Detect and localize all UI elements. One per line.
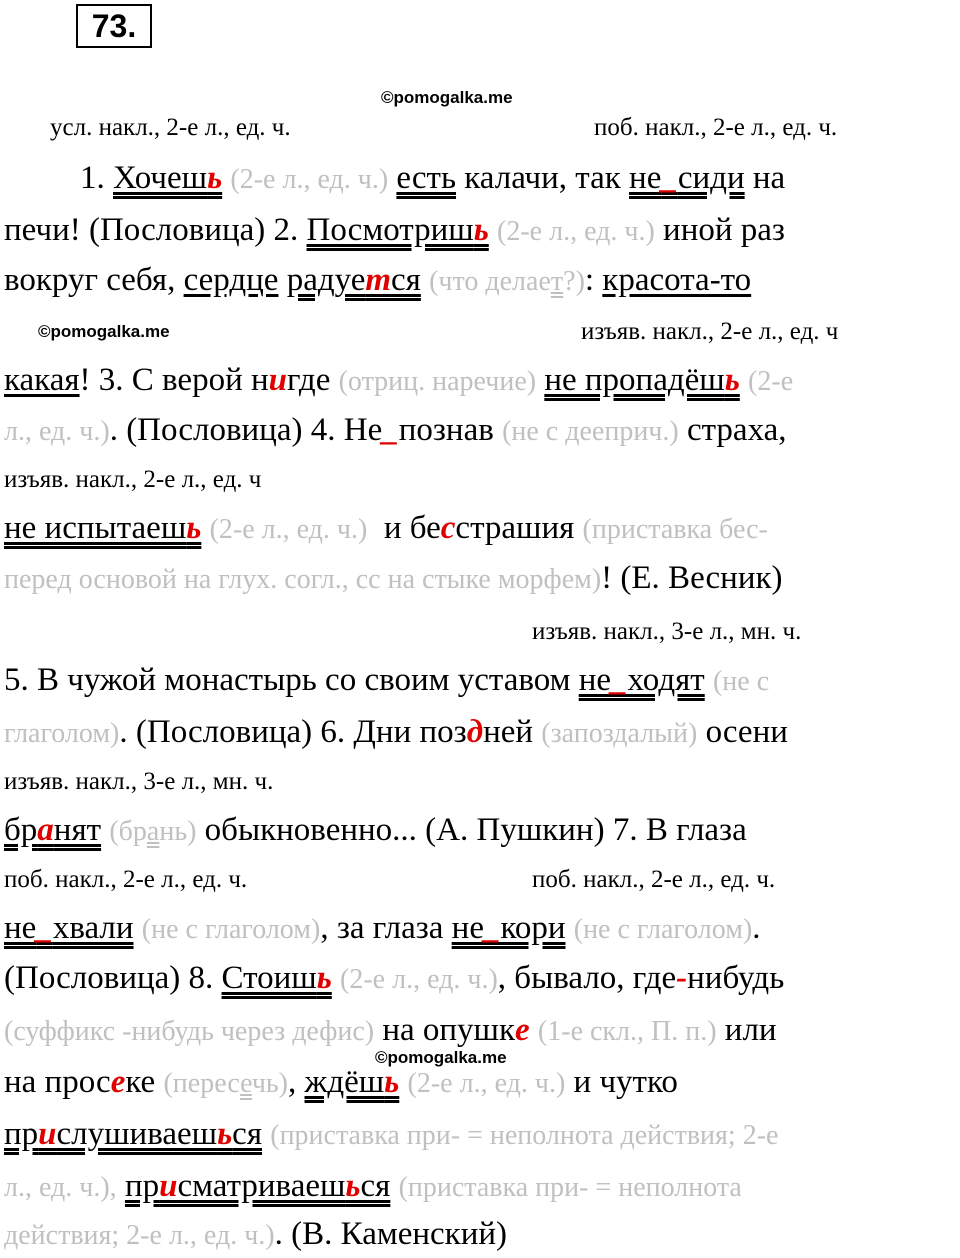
watermark: ©pomogalka.me xyxy=(38,322,170,341)
text-line: не_хвали (не с глаголом), за глаза не_кори (не с глаголом). xyxy=(4,910,761,946)
grammar-note: поб. накл., 2-е л., ед. ч. xyxy=(532,866,776,893)
grammar-note: изъяв. накл., 2-е л., ед. ч xyxy=(4,466,262,493)
grammar-note: изъяв. накл., 3-е л., мн. ч. xyxy=(532,618,802,645)
text-line: действия; 2-е л., ед. ч.). (В. Каменский) xyxy=(4,1216,508,1252)
text-line: 1. Хочешь (2-е л., ед. ч.) есть калачи, так не_сиди на xyxy=(80,160,786,196)
grammar-note: поб. накл., 2-е л., ед. ч. xyxy=(594,114,838,141)
text-line: не испытаешь (2-е л., ед. ч.) и бесстрашия (приставка бес- xyxy=(4,510,768,546)
watermark: ©pomogalka.me xyxy=(375,1048,507,1067)
text-line: (Пословица) 8. Стоишь (2-е л., ед. ч.), бывало, где-нибудь xyxy=(4,960,785,996)
exercise-number: 73. xyxy=(76,4,152,48)
text-line: л., ед. ч.), присматриваешься (приставка при- = неполнота xyxy=(4,1168,742,1204)
text-line: л., ед. ч.). (Пословица) 4. Не_познав (не с деeприч.) страха, xyxy=(4,412,787,448)
text-line: (суффикс -нибудь через дефис) на опушке (1-е скл., П. п.) или xyxy=(4,1012,777,1048)
watermark: ©pomogalka.me xyxy=(381,88,513,107)
grammar-note: изъяв. накл., 3-е л., мн. ч. xyxy=(4,768,274,795)
grammar-note: усл. накл., 2-е л., ед. ч. xyxy=(50,114,291,141)
text-line: перед основой на глух. согл., сс на стыке морфем)! (Е. Весник) xyxy=(4,560,783,596)
grammar-note: поб. накл., 2-е л., ед. ч. xyxy=(4,866,248,893)
text-line: 5. В чужой монастырь со своим уставом не_ходят (не с xyxy=(4,662,770,698)
text-line: бранят (брань) обыкновенно... (А. Пушкин) 7. В глаза xyxy=(4,812,747,848)
text-line: на просеке (пересечь), ждёшь (2-е л., ед. ч.) и чутко xyxy=(4,1064,678,1100)
text-line: печи! (Пословица) 2. Посмотришь (2-е л., ед. ч.) иной раз xyxy=(4,212,785,248)
text-line: вокруг себя, сердце радуется (что делает?): красота-то xyxy=(4,262,752,298)
text-line: какая! 3. С верой нигде (отриц. наречие) не пропадёшь (2-е xyxy=(4,362,794,398)
text-line: глаголом). (Пословица) 6. Дни поздней (запоздалый) осени xyxy=(4,714,788,750)
grammar-note: изъяв. накл., 2-е л., ед. ч xyxy=(581,318,839,345)
text-line: прислушиваешься (приставка при- = неполнота действия; 2-е xyxy=(4,1116,779,1152)
